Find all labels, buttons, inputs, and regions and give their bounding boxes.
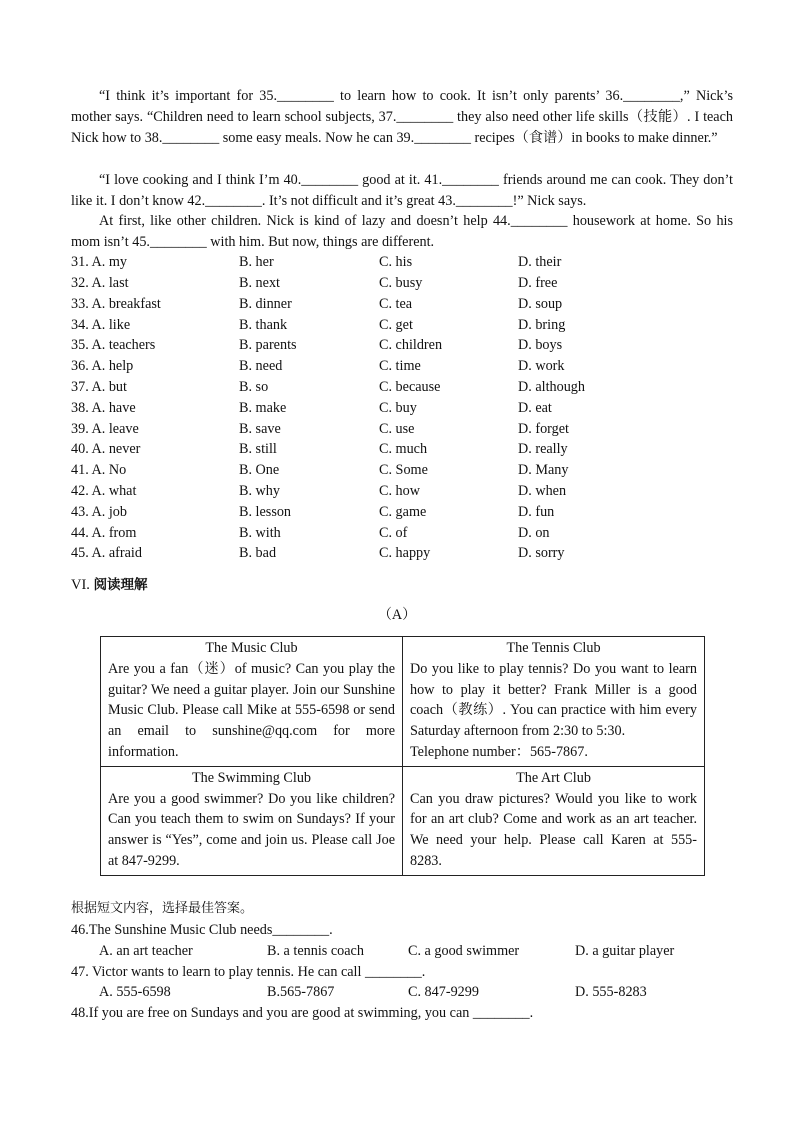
option-c: C. of [379, 525, 408, 541]
option-b: B. save [239, 421, 281, 437]
option-a: 45. A. afraid [71, 545, 142, 561]
option-c: C. tea [379, 296, 413, 312]
passage-paragraph-2: “I love cooking and I think I’m 40.________ good at it. 41.________ friends around me can cook. They don’t like it. I don’t know 42.________. It’s not difficult and it’s great 43.________!” Nick says. [71, 172, 733, 209]
option-d: D. really [518, 441, 568, 457]
option-c: C. children [379, 337, 443, 353]
option-c: C. his [379, 254, 413, 270]
option-row-42 [71, 481, 733, 502]
option-b: B. bad [239, 545, 277, 561]
art-club-text: Can you draw pictures? Would you like to work for an art club? Come and work as an art teacher. We need your help. Please call Karen at 555-8283. [410, 790, 697, 869]
option-row-38 [71, 398, 733, 419]
option-d: D. Many [518, 462, 569, 478]
section-heading [71, 575, 148, 595]
question-46-option-c: C. a good swimmer [408, 943, 520, 959]
option-a: 40. A. never [71, 441, 141, 457]
option-row-31 [71, 252, 733, 273]
question-48-stem: 48.If you are free on Sundays and you are good at swimming, you can ________. [71, 1005, 534, 1021]
option-b: B. thank [239, 317, 288, 333]
option-b: B. still [239, 441, 277, 457]
music-club-text: Are you a fan（迷）of music? Can you play the guitar? We need a guitar player. Join our Sunshine Music Club. Please call Mike at 555-6598 or send an email to sunshine@qq.com for more information. [108, 660, 395, 760]
part-label: （A） [377, 607, 417, 623]
option-a: 35. A. teachers [71, 337, 156, 353]
option-d: D. when [518, 483, 567, 499]
option-a: 37. A. but [71, 379, 127, 395]
music-club-title: The Music Club [205, 640, 298, 656]
option-c: C. time [379, 358, 421, 374]
option-c: C. busy [379, 275, 423, 291]
question-46-stem: 46.The Sunshine Music Club needs________. [71, 922, 333, 938]
option-d: D. eat [518, 400, 552, 416]
option-a: 36. A. help [71, 358, 134, 374]
instruction: 根据短文内容，选择最佳答案。 [71, 901, 254, 916]
question-46-option-a: A. an art teacher [99, 943, 193, 959]
option-row-37 [71, 377, 733, 398]
option-d: D. forget [518, 421, 569, 437]
option-d: D. work [518, 358, 565, 374]
option-b: B. with [239, 525, 281, 541]
option-c: C. Some [379, 462, 428, 478]
question-47-option-c: C. 847-9299 [408, 984, 479, 1000]
swimming-club-cell [101, 766, 403, 875]
option-c: C. much [379, 441, 428, 457]
option-a: 42. A. what [71, 483, 137, 499]
question-47-option-b: B.565-7867 [267, 984, 335, 1000]
option-a: 39. A. leave [71, 421, 139, 437]
section-number: VI. [71, 577, 90, 593]
section-title: 阅读理解 [93, 577, 148, 593]
option-c: C. buy [379, 400, 417, 416]
option-row-39 [71, 419, 733, 440]
option-a: 32. A. last [71, 275, 129, 291]
option-row-35 [71, 335, 733, 356]
option-b: B. need [239, 358, 283, 374]
option-c: C. game [379, 504, 427, 520]
tennis-club-cell [403, 637, 705, 767]
option-d: D. free [518, 275, 558, 291]
option-c: C. because [379, 379, 441, 395]
question-47-option-a: A. 555-6598 [99, 984, 171, 1000]
option-d: D. their [518, 254, 562, 270]
option-d: D. although [518, 379, 585, 395]
tennis-club-title: The Tennis Club [506, 640, 601, 656]
option-a: 43. A. job [71, 504, 127, 520]
option-d: D. on [518, 525, 550, 541]
option-b: B. so [239, 379, 269, 395]
option-a: 33. A. breakfast [71, 296, 161, 312]
option-d: D. bring [518, 317, 566, 333]
option-row-40 [71, 439, 733, 460]
option-b: B. lesson [239, 504, 292, 520]
option-row-45 [71, 543, 733, 564]
option-a: 41. A. No [71, 462, 127, 478]
option-row-43 [71, 502, 733, 523]
option-b: B. make [239, 400, 287, 416]
option-a: 31. A. my [71, 254, 127, 270]
passage-paragraph-3: At first, like other children. Nick is kind of lazy and doesn’t help 44.________ housework at home. So his mom isn’t 45.________ with him. But now, things are different. [71, 213, 733, 250]
passage-paragraph-1: “I think it’s important for 35.________ to learn how to cook. It isn’t only parents’ 36.________,” Nick’s mother says. “Children need to learn school subjects, 37.________ they also need other life skills（技能）. I teach Nick how to 38.________ some easy meals. Now he can 39.________ recipes（食谱）in books to make dinner.” [71, 88, 733, 146]
option-a: 34. A. like [71, 317, 131, 333]
swimming-club-text: Are you a good swimmer? Do you like children? Can you teach them to swim on Sundays? If your answer is “Yes”, come and join us. Please call Joe at 847-9299. [108, 790, 395, 869]
option-d: D. fun [518, 504, 555, 520]
option-row-44 [71, 523, 733, 544]
option-b: B. One [239, 462, 280, 478]
option-b: B. her [239, 254, 274, 270]
question-47-option-d: D. 555-8283 [575, 984, 647, 1000]
tennis-club-phone: Telephone number：565-7867. [410, 743, 588, 760]
question-47-stem: 47. Victor wants to learn to play tennis. He can call ________. [71, 964, 426, 980]
swimming-club-title: The Swimming Club [191, 769, 312, 786]
option-b: B. why [239, 483, 280, 499]
option-c: C. get [379, 317, 413, 333]
question-46-option-d: D. a guitar player [575, 943, 675, 959]
option-a: 38. A. have [71, 400, 136, 416]
art-club-title: The Art Club [516, 769, 591, 786]
tennis-club-text: Do you like to play tennis? Do you want to learn how to play it better? Frank Miller is a good coach（教练）. You can practice with him every Saturday afternoon from 2:30 to 5:30. [410, 660, 697, 740]
option-b: B. parents [239, 337, 297, 353]
option-row-32 [71, 273, 733, 294]
option-c: C. use [379, 421, 415, 437]
question-46-option-b: B. a tennis coach [267, 943, 364, 959]
music-club-cell [101, 637, 403, 767]
option-row-41 [71, 460, 733, 481]
option-b: B. next [239, 275, 280, 291]
option-row-33 [71, 294, 733, 315]
option-d: D. sorry [518, 545, 565, 561]
option-row-36 [71, 356, 733, 377]
option-d: D. boys [518, 337, 563, 353]
option-a: 44. A. from [71, 525, 137, 541]
art-club-cell [403, 766, 705, 875]
clubs-table [100, 636, 705, 876]
option-row-34 [71, 315, 733, 336]
option-d: D. soup [518, 296, 563, 312]
option-c: C. happy [379, 545, 431, 561]
option-b: B. dinner [239, 296, 292, 312]
option-c: C. how [379, 483, 420, 499]
